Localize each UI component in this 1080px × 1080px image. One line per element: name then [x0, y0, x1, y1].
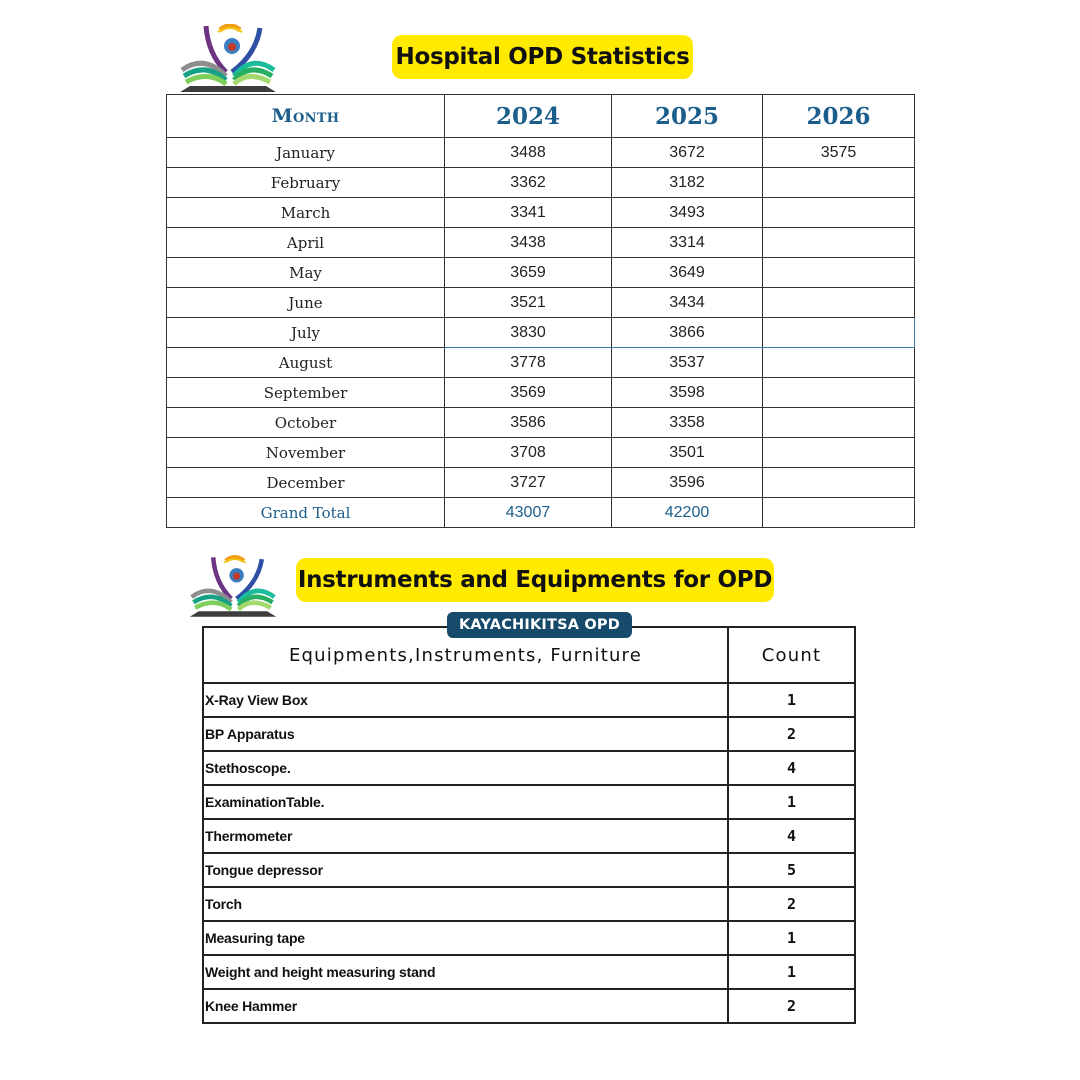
- value-2024-cell: 3727: [445, 468, 612, 498]
- table-row: [167, 138, 915, 168]
- month-cell: October: [167, 408, 445, 438]
- value-2025-cell: 3358: [612, 408, 763, 438]
- value-2025-cell: 3537: [612, 348, 763, 378]
- equipment-count-cell: 1: [728, 785, 855, 819]
- month-cell: November: [167, 438, 445, 468]
- college-logo-icon: [178, 24, 278, 94]
- month-cell: April: [167, 228, 445, 258]
- equipment-table: [202, 626, 856, 1024]
- table-row: [203, 853, 855, 887]
- month-cell: December: [167, 468, 445, 498]
- table-header-row: [167, 95, 915, 138]
- college-logo-icon: [188, 554, 278, 620]
- value-2026-cell: [763, 378, 915, 408]
- value-2026-cell: [763, 228, 915, 258]
- table-row: [167, 228, 915, 258]
- grand-total-label: Grand Total: [167, 498, 445, 528]
- value-2024-cell: 3708: [445, 438, 612, 468]
- value-2024-cell: 3830: [445, 318, 612, 348]
- column-header-2024: 2024: [445, 95, 612, 138]
- grand-total-2026: [763, 498, 915, 528]
- value-2026-cell: [763, 318, 915, 348]
- value-2024-cell: 3488: [445, 138, 612, 168]
- table-row: [203, 955, 855, 989]
- table-row: [203, 819, 855, 853]
- table-row: [203, 887, 855, 921]
- column-header-month: Month: [167, 95, 445, 138]
- value-2025-cell: 3649: [612, 258, 763, 288]
- department-badge: KAYACHIKITSA OPD: [447, 612, 632, 638]
- equipment-name-cell: X-Ray View Box: [203, 683, 728, 717]
- value-2026-cell: [763, 288, 915, 318]
- value-2025-cell: 3182: [612, 168, 763, 198]
- value-2026-cell: [763, 198, 915, 228]
- value-2025-cell: 3493: [612, 198, 763, 228]
- equipment-name-cell: Torch: [203, 887, 728, 921]
- table-row: [167, 378, 915, 408]
- table-row: [167, 468, 915, 498]
- table-row: [167, 348, 915, 378]
- equipment-name-cell: BP Apparatus: [203, 717, 728, 751]
- equipment-count-cell: 5: [728, 853, 855, 887]
- month-cell: August: [167, 348, 445, 378]
- table-row: [203, 785, 855, 819]
- table-row: [167, 408, 915, 438]
- month-cell: June: [167, 288, 445, 318]
- column-header-2025: 2025: [612, 95, 763, 138]
- value-2024-cell: 3362: [445, 168, 612, 198]
- value-2026-cell: [763, 438, 915, 468]
- value-2026-cell: [763, 348, 915, 378]
- section-title-opd-statistics: Hospital OPD Statistics: [392, 35, 693, 79]
- equipment-count-cell: 1: [728, 921, 855, 955]
- equipment-name-cell: Measuring tape: [203, 921, 728, 955]
- equipment-count-cell: 4: [728, 819, 855, 853]
- opd-statistics-table: [166, 94, 915, 528]
- column-header-count: Count: [728, 627, 855, 683]
- value-2025-cell: 3672: [612, 138, 763, 168]
- value-2024-cell: 3586: [445, 408, 612, 438]
- value-2024-cell: 3341: [445, 198, 612, 228]
- column-header-2026: 2026: [763, 95, 915, 138]
- month-cell: May: [167, 258, 445, 288]
- table-row: [167, 318, 915, 348]
- value-2026-cell: 3575: [763, 138, 915, 168]
- value-2024-cell: 3659: [445, 258, 612, 288]
- value-2025-cell: 3501: [612, 438, 763, 468]
- equipment-name-cell: ExaminationTable.: [203, 785, 728, 819]
- value-2025-cell: 3596: [612, 468, 763, 498]
- value-2025-cell: 3314: [612, 228, 763, 258]
- table-row: [203, 683, 855, 717]
- grand-total-2025: 42200: [612, 498, 763, 528]
- table-row: [167, 288, 915, 318]
- equipment-count-cell: 4: [728, 751, 855, 785]
- table-row: [167, 168, 915, 198]
- month-cell: July: [167, 318, 445, 348]
- column-header-equipment: Equipments,Instruments, Furniture: [203, 627, 728, 683]
- section-title-instruments: Instruments and Equipments for OPD: [296, 558, 774, 602]
- table-row: [167, 198, 915, 228]
- value-2025-cell: 3598: [612, 378, 763, 408]
- grand-total-2024: 43007: [445, 498, 612, 528]
- value-2026-cell: [763, 468, 915, 498]
- equipment-count-cell: 2: [728, 717, 855, 751]
- equipment-count-cell: 2: [728, 989, 855, 1023]
- value-2024-cell: 3569: [445, 378, 612, 408]
- month-cell: January: [167, 138, 445, 168]
- equipment-name-cell: Knee Hammer: [203, 989, 728, 1023]
- table-row: [203, 751, 855, 785]
- value-2026-cell: [763, 168, 915, 198]
- equipment-count-cell: 2: [728, 887, 855, 921]
- value-2024-cell: 3438: [445, 228, 612, 258]
- value-2025-cell: 3866: [612, 318, 763, 348]
- month-cell: February: [167, 168, 445, 198]
- value-2025-cell: 3434: [612, 288, 763, 318]
- equipment-count-cell: 1: [728, 683, 855, 717]
- value-2026-cell: [763, 408, 915, 438]
- equipment-name-cell: Thermometer: [203, 819, 728, 853]
- equipment-name-cell: Stethoscope.: [203, 751, 728, 785]
- equipment-name-cell: Tongue depressor: [203, 853, 728, 887]
- value-2024-cell: 3778: [445, 348, 612, 378]
- table-row: [203, 989, 855, 1023]
- value-2024-cell: 3521: [445, 288, 612, 318]
- grand-total-row: [167, 498, 915, 528]
- month-cell: March: [167, 198, 445, 228]
- table-row: [203, 717, 855, 751]
- table-row: [167, 258, 915, 288]
- value-2026-cell: [763, 258, 915, 288]
- month-cell: September: [167, 378, 445, 408]
- equipment-name-cell: Weight and height measuring stand: [203, 955, 728, 989]
- table-row: [203, 921, 855, 955]
- table-row: [167, 438, 915, 468]
- equipment-count-cell: 1: [728, 955, 855, 989]
